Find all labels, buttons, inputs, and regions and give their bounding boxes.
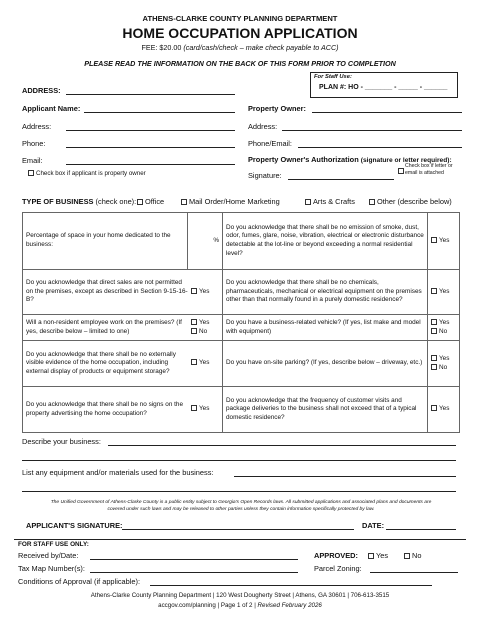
question-vehicle: Do you have a business-related vehicle? (If yes, list make and model with equipment) (223, 315, 428, 341)
page-title: HOME OCCUPATION APPLICATION (122, 25, 358, 41)
approved-yes-label: Yes (376, 551, 389, 560)
other-label: Other (describe below) (377, 197, 452, 206)
address-field[interactable] (66, 94, 235, 95)
business-type-label: TYPE OF BUSINESS (22, 197, 94, 206)
question-no-visible-evidence (23, 341, 223, 387)
staff-use-title: FOR STAFF USE ONLY: (18, 541, 89, 548)
vehicle-answer[interactable]: Yes No (428, 315, 460, 341)
employee-text: Will a non-resident employee work on the premises? (If yes, describe below – limited to one) (26, 318, 182, 335)
approved-no-label: No (412, 551, 422, 560)
owner-authorization-label: Property Owner's Authorization (248, 155, 359, 164)
footer-page-info (0, 602, 480, 609)
property-owner-field[interactable] (312, 112, 462, 113)
open-records-notice: The Unified Government of Athens-Clarke County is a public entity subject to Georgia's Open Records laws. All submitted applications and associated plans and documents are covered under such laws and may be released to other parties unless they contain information specifically protected by law. (50, 500, 432, 512)
received-by-label: Received by/Date: (18, 551, 79, 560)
question-customer-visits: Do you acknowledge that the frequency of customer visits and package deliveries to the business shall not exceed that of a typical domestic residence? (223, 387, 428, 433)
applicant-phone-label: Phone: (22, 139, 46, 148)
applicant-phone-field[interactable] (66, 147, 235, 148)
describe-business-field-2[interactable] (22, 460, 456, 461)
staff-divider (14, 539, 466, 540)
signature-date-label: DATE: (362, 521, 385, 530)
tax-map-field[interactable] (90, 572, 298, 573)
owner-phone-email-field[interactable] (298, 147, 462, 148)
question-parking: Do you have on-site parking? (If yes, describe below – driveway, etc.) (223, 341, 428, 387)
question-space-percent: Percentage of space in your home dedicated to the business: (23, 213, 188, 270)
describe-business-field[interactable] (108, 445, 456, 446)
plan-number: PLAN #: HO - _______ - _____ - ______ (319, 84, 448, 91)
approved-label: APPROVED: (314, 551, 358, 560)
mail-order-label: Mail Order/Home Marketing (189, 197, 280, 206)
approved-yes-option[interactable] (368, 551, 388, 560)
staff-plan-box (310, 72, 458, 98)
approved-yes-checkbox[interactable] (368, 553, 374, 559)
signature-date-field[interactable] (386, 529, 456, 530)
no-direct-sales-answer[interactable]: Yes (189, 288, 219, 297)
footer-address: Athens-Clarke County Planning Department | 120 West Dougherty Street | Athens, GA 30601 | 706-613-3515 (90, 592, 390, 599)
fee-amount: FEE: $20.00 (141, 43, 184, 52)
conditions-label: Conditions of Approval (if applicable): (18, 577, 141, 586)
applicant-is-owner-label: Check box if applicant is property owner (36, 170, 146, 177)
business-type-row (22, 197, 136, 206)
equipment-label: List any equipment and/or materials used for the business: (22, 468, 214, 477)
business-type-other[interactable] (369, 197, 452, 206)
conditions-field[interactable] (150, 585, 432, 586)
parcel-zoning-label: Parcel Zoning: (314, 564, 362, 573)
department-name: ATHENS-CLARKE COUNTY PLANNING DEPARTMENT (142, 14, 338, 23)
property-owner-label: Property Owner: (248, 104, 306, 113)
no-chemicals-answer[interactable]: Yes (428, 270, 460, 315)
describe-business-label: Describe your business: (22, 437, 101, 446)
office-label: Office (145, 197, 165, 206)
office-checkbox[interactable] (137, 199, 143, 205)
no-emission-answer[interactable]: Yes (428, 213, 460, 270)
applicant-address-label: Address: (22, 122, 52, 131)
owner-signature-label: Signature: (248, 171, 282, 180)
applicant-signature-field[interactable] (122, 529, 354, 530)
business-type-office[interactable] (137, 197, 164, 206)
applicant-address-field[interactable] (66, 130, 235, 131)
business-type-mail-order[interactable] (181, 197, 280, 206)
question-no-direct-sales (23, 270, 223, 315)
question-no-chemicals: Do you acknowledge that there shall be no chemicals, pharmaceuticals, mechanical or electrical equipment on the premises other than that normally found in a purely domestic residence? (223, 270, 428, 315)
business-type-arts-crafts[interactable] (305, 197, 355, 206)
other-checkbox[interactable] (369, 199, 375, 205)
owner-signature-field[interactable] (288, 179, 394, 180)
applicant-name-label: Applicant Name: (22, 104, 81, 113)
space-percent-field[interactable] (188, 213, 223, 270)
percent-unit: % (213, 236, 219, 244)
question-no-emission: Do you acknowledge that there shall be no emission of smoke, dust, odor, fumes, glare, noise, vibration, electrical or electronic disturbance detectable at the lot-line or beyond exceeding a normal residential level? (223, 213, 428, 270)
address-label: ADDRESS: (22, 86, 61, 95)
applicant-signature-label: APPLICANT'S SIGNATURE: (26, 521, 123, 530)
customer-visits-answer[interactable]: Yes (428, 387, 460, 433)
no-signs-text: Do you acknowledge that there shall be no signs on the property advertising the home occupation? (26, 400, 184, 417)
fee-line (0, 43, 480, 52)
applicant-name-field[interactable] (84, 112, 235, 113)
no-signs-answer[interactable]: Yes (189, 405, 219, 414)
arts-crafts-checkbox[interactable] (305, 199, 311, 205)
owner-authorization-note: (signature or letter required): (360, 157, 452, 164)
equipment-field[interactable] (234, 476, 456, 477)
applicant-email-field[interactable] (66, 164, 235, 165)
applicant-is-owner-option[interactable] (28, 170, 146, 177)
applicant-is-owner-checkbox[interactable] (28, 170, 34, 176)
owner-phone-email-label: Phone/Email: (248, 139, 292, 148)
arts-crafts-label: Arts & Crafts (313, 197, 355, 206)
employee-answer[interactable]: Yes No (189, 319, 219, 337)
question-employee (23, 315, 223, 341)
no-direct-sales-text: Do you acknowledge that direct sales are not permitted on the premises, except as described in Section 9-15-16-B? (26, 279, 188, 304)
no-visible-evidence-answer[interactable]: Yes (189, 359, 219, 368)
business-type-hint: (check one): (95, 197, 137, 206)
footer-revised: Revised February 2026 (257, 602, 322, 609)
letter-attached-checkbox[interactable] (398, 168, 404, 174)
tax-map-label: Tax Map Number(s): (18, 564, 85, 573)
question-no-signs (23, 387, 223, 433)
mail-order-checkbox[interactable] (181, 199, 187, 205)
staff-box-label: For Staff Use: (314, 74, 352, 80)
received-by-field[interactable] (90, 559, 298, 560)
no-visible-evidence-text: Do you acknowledge that there shall be no externally visible evidence of the home occupation, including external display of products or equipment storage? (26, 350, 176, 375)
parking-answer[interactable]: Yes No (428, 341, 460, 387)
questions-table (22, 212, 460, 433)
applicant-email-label: Email: (22, 156, 43, 165)
fee-payment-note: (card/cash/check – make check payable to ACC) (183, 43, 339, 52)
approved-no-checkbox[interactable] (404, 553, 410, 559)
read-notice: PLEASE READ THE INFORMATION ON THE BACK OF THIS FORM PRIOR TO COMPLETION (84, 59, 396, 68)
footer-url-page: accgov.com/planning | Page 1 of 2 | (158, 602, 258, 609)
approved-no-option[interactable] (404, 551, 421, 560)
owner-address-label: Address: (248, 122, 278, 131)
letter-attached-note: Check box if letter or email is attached (405, 163, 453, 176)
equipment-field-2[interactable] (22, 491, 456, 492)
parcel-zoning-field[interactable] (370, 572, 458, 573)
owner-address-field[interactable] (282, 130, 462, 131)
